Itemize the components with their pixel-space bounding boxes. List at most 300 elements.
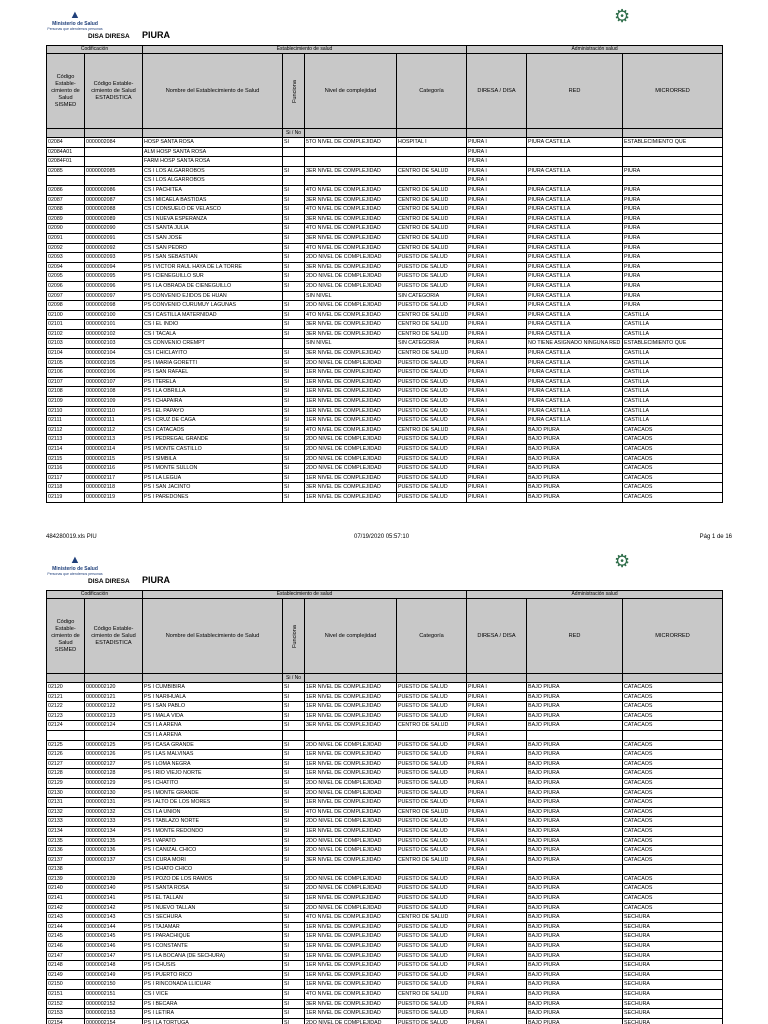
cell-categoria: HOSPITAL I (397, 138, 467, 148)
cell-red: BAJO PIURA (527, 445, 623, 455)
table-row (47, 798, 723, 808)
cell-categoria: CENTRO DE SALUD (397, 185, 467, 195)
cell-nombre: PS I TERELA (143, 377, 283, 387)
cell-nombre: PS I CASA GRANDE (143, 740, 283, 750)
cell-microrred: PIURA (623, 185, 723, 195)
cell-categoria: PUESTO DE SALUD (397, 778, 467, 788)
cell-nivel: 3ER NIVEL DE COMPLEJIDAD (305, 233, 397, 243)
report-page-2 (0, 545, 768, 1024)
cell-microrred: PIURA (623, 243, 723, 253)
cell-nombre: FARM HOSP SANTA ROSA (143, 157, 283, 167)
cell-diresa: PIURA I (467, 425, 527, 435)
cell-codigo-estadistica: 0000002141 (85, 894, 143, 904)
cell-diresa: PIURA I (467, 874, 527, 884)
cell-categoria: CENTRO DE SALUD (397, 195, 467, 205)
cell-diresa: PIURA I (467, 473, 527, 483)
cell-nombre: CS I CASTILLA MATERNIDAD (143, 310, 283, 320)
cell-codigo-estadistica: 0000002094 (85, 262, 143, 272)
cell-microrred: CATACAOS (623, 769, 723, 779)
cell-funciona: SI (283, 377, 305, 387)
cell-red: BAJO PIURA (527, 740, 623, 750)
cell-microrred: CATACAOS (623, 425, 723, 435)
ministry-logo (46, 10, 104, 31)
cell-nivel: 1ER NIVEL DE COMPLEJIDAD (305, 970, 397, 980)
cell-categoria: PUESTO DE SALUD (397, 301, 467, 311)
cell-red (527, 730, 623, 740)
cell-red: PIURA CASTILLA (527, 329, 623, 339)
col-red: RED (527, 599, 623, 674)
col-diresa: DIRESA / DISA (467, 54, 527, 129)
cell-red (527, 157, 623, 167)
cell-diresa: PIURA I (467, 721, 527, 731)
cell-diresa: PIURA I (467, 377, 527, 387)
cell-funciona: SI (283, 721, 305, 731)
logo-subtitle: Personas que atendemos personas (47, 27, 103, 31)
cell-microrred: CATACAOS (623, 807, 723, 817)
cell-nivel: 2DO NIVEL DE COMPLEJIDAD (305, 903, 397, 913)
cell-codigo-sismed: 02125 (47, 740, 85, 750)
cell-categoria: PUESTO DE SALUD (397, 817, 467, 827)
table-row (47, 310, 723, 320)
cell-red: BAJO PIURA (527, 683, 623, 693)
cell-microrred: CATACAOS (623, 759, 723, 769)
cell-diresa: PIURA I (467, 922, 527, 932)
cell-codigo-estadistica: 0000002096 (85, 281, 143, 291)
logo-subtitle: Personas que atendemos personas (47, 572, 103, 576)
cell-nivel: 1ER NIVEL DE COMPLEJIDAD (305, 492, 397, 502)
cell-red: BAJO PIURA (527, 961, 623, 971)
cell-nombre: PS I SAN JACINTO (143, 483, 283, 493)
cell-codigo-estadistica: 0000002130 (85, 788, 143, 798)
table-row (47, 195, 723, 205)
cell-red: PIURA CASTILLA (527, 358, 623, 368)
cell-nombre: CS I PACHITEA (143, 185, 283, 195)
cell-red: BAJO PIURA (527, 942, 623, 952)
cell-diresa: PIURA I (467, 233, 527, 243)
cell-red: BAJO PIURA (527, 846, 623, 856)
cell-diresa: PIURA I (467, 166, 527, 176)
cell-microrred: CATACAOS (623, 721, 723, 731)
cell-diresa: PIURA I (467, 157, 527, 167)
cell-nivel: 1ER NIVEL DE COMPLEJIDAD (305, 416, 397, 426)
cell-categoria: PUESTO DE SALUD (397, 368, 467, 378)
cell-codigo-sismed: 02093 (47, 253, 85, 263)
table-row (47, 147, 723, 157)
cell-funciona (283, 730, 305, 740)
table-row (47, 846, 723, 856)
cell-codigo-estadistica: 0000002118 (85, 483, 143, 493)
cell-red: BAJO PIURA (527, 1018, 623, 1024)
cell-codigo-estadistica (85, 176, 143, 186)
cell-funciona: SI (283, 750, 305, 760)
cell-microrred: SECHURA (623, 913, 723, 923)
cell-diresa: PIURA I (467, 740, 527, 750)
cell-nombre: CS I LA ARENA (143, 730, 283, 740)
cell-codigo-estadistica: 0000002115 (85, 454, 143, 464)
cell-red: BAJO PIURA (527, 874, 623, 884)
cell-microrred: CASTILLA (623, 416, 723, 426)
cell-diresa: PIURA I (467, 980, 527, 990)
cell-funciona: SI (283, 894, 305, 904)
cell-diresa: PIURA I (467, 961, 527, 971)
table-row (47, 320, 723, 330)
cell-nivel: 3ER NIVEL DE COMPLEJIDAD (305, 166, 397, 176)
col-codigo-sismed: Código Estable-cimiento de Salud SISMED (47, 599, 85, 674)
cell-nivel: 4TO NIVEL DE COMPLEJIDAD (305, 310, 397, 320)
cell-nivel: 3ER NIVEL DE COMPLEJIDAD (305, 855, 397, 865)
cell-categoria: CENTRO DE SALUD (397, 913, 467, 923)
table-row (47, 903, 723, 913)
cell-codigo-estadistica: 0000002092 (85, 243, 143, 253)
cell-categoria: PUESTO DE SALUD (397, 970, 467, 980)
cell-categoria: PUESTO DE SALUD (397, 922, 467, 932)
table-body (47, 683, 723, 1024)
cell-codigo-estadistica: 0000002133 (85, 817, 143, 827)
cell-categoria: CENTRO DE SALUD (397, 205, 467, 215)
cell-nivel: 3ER NIVEL DE COMPLEJIDAD (305, 999, 397, 1009)
cell-codigo-sismed: 02091 (47, 233, 85, 243)
cell-funciona: SI (283, 1018, 305, 1024)
cell-red: PIURA CASTILLA (527, 185, 623, 195)
cell-diresa: PIURA I (467, 483, 527, 493)
group-codificacion: Codificación (47, 46, 143, 54)
cell-diresa: PIURA I (467, 951, 527, 961)
cell-diresa: PIURA I (467, 138, 527, 148)
cell-diresa: PIURA I (467, 932, 527, 942)
table-row (47, 711, 723, 721)
cell-nombre: PS I MALA VIDA (143, 711, 283, 721)
cell-codigo-estadistica: 0000002087 (85, 195, 143, 205)
col-microrred: MICRORRED (623, 599, 723, 674)
cell-microrred: CATACAOS (623, 826, 723, 836)
cell-diresa: PIURA I (467, 320, 527, 330)
cell-codigo-estadistica: 0000002154 (85, 1018, 143, 1024)
cell-funciona: SI (283, 990, 305, 1000)
cell-red: PIURA CASTILLA (527, 243, 623, 253)
cell-codigo-estadistica: 0000002148 (85, 961, 143, 971)
cell-funciona: SI (283, 454, 305, 464)
cell-codigo-estadistica: 0000002088 (85, 205, 143, 215)
cell-nombre: PS I LAS MALVINAS (143, 750, 283, 760)
cell-microrred: CASTILLA (623, 310, 723, 320)
cell-nivel: 2DO NIVEL DE COMPLEJIDAD (305, 358, 397, 368)
footer-file: 484280019.xls PIU (46, 534, 97, 540)
cell-funciona: SI (283, 320, 305, 330)
cell-codigo-estadistica: 0000002091 (85, 233, 143, 243)
cell-red: PIURA CASTILLA (527, 377, 623, 387)
col-nivel: Nivel de complejidad (305, 54, 397, 129)
cell-nombre: CS I MICAELA BASTIDAS (143, 195, 283, 205)
cell-red: PIURA CASTILLA (527, 320, 623, 330)
cell-funciona: SI (283, 980, 305, 990)
col-codigo-sismed: Código Estable-cimiento de Salud SISMED (47, 54, 85, 129)
cell-nivel: 1ER NIVEL DE COMPLEJIDAD (305, 473, 397, 483)
cell-red: BAJO PIURA (527, 464, 623, 474)
cell-nivel: 1ER NIVEL DE COMPLEJIDAD (305, 368, 397, 378)
cell-microrred: PIURA (623, 262, 723, 272)
cell-red (527, 147, 623, 157)
cell-funciona: SI (283, 387, 305, 397)
cell-microrred: CATACAOS (623, 894, 723, 904)
cell-codigo-estadistica: 0000002132 (85, 807, 143, 817)
cell-red: BAJO PIURA (527, 817, 623, 827)
table-row (47, 750, 723, 760)
cell-nivel: 2DO NIVEL DE COMPLEJIDAD (305, 445, 397, 455)
cell-categoria: PUESTO DE SALUD (397, 387, 467, 397)
cell-codigo-sismed: 02098 (47, 301, 85, 311)
cell-red: PIURA CASTILLA (527, 195, 623, 205)
cell-funciona: SI (283, 138, 305, 148)
table-row (47, 377, 723, 387)
cell-codigo-sismed: 02100 (47, 310, 85, 320)
cell-nombre: PS I MARIA GORETTI (143, 358, 283, 368)
cell-diresa: PIURA I (467, 147, 527, 157)
cell-nivel: 4TO NIVEL DE COMPLEJIDAD (305, 807, 397, 817)
cell-nombre: PS I LA TORTUGA (143, 1018, 283, 1024)
cell-red: PIURA CASTILLA (527, 349, 623, 359)
cell-categoria: PUESTO DE SALUD (397, 492, 467, 502)
cell-codigo-estadistica: 0000002120 (85, 683, 143, 693)
cell-red: BAJO PIURA (527, 999, 623, 1009)
cell-categoria: PUESTO DE SALUD (397, 951, 467, 961)
cell-funciona: SI (283, 836, 305, 846)
cell-red: BAJO PIURA (527, 836, 623, 846)
cell-nombre: PS I BECARA (143, 999, 283, 1009)
col-microrred: MICRORRED (623, 54, 723, 129)
table-row (47, 291, 723, 301)
cell-diresa: PIURA I (467, 692, 527, 702)
cell-codigo-estadistica: 0000002124 (85, 721, 143, 731)
cell-categoria: CENTRO DE SALUD (397, 166, 467, 176)
table-row (47, 894, 723, 904)
cell-codigo-sismed: 02114 (47, 445, 85, 455)
table-row (47, 990, 723, 1000)
cell-diresa: PIURA I (467, 464, 527, 474)
cell-diresa: PIURA I (467, 243, 527, 253)
cell-categoria: PUESTO DE SALUD (397, 445, 467, 455)
cell-codigo-sismed: 02095 (47, 272, 85, 282)
table-row (47, 435, 723, 445)
cell-nivel: 1ER NIVEL DE COMPLEJIDAD (305, 922, 397, 932)
cell-nombre: ALM HOSP SANTA ROSA (143, 147, 283, 157)
cell-codigo-estadistica: 0000002104 (85, 349, 143, 359)
cell-funciona: SI (283, 195, 305, 205)
cell-red: BAJO PIURA (527, 807, 623, 817)
establishments-table (46, 590, 723, 1024)
table-row (47, 980, 723, 990)
cell-nivel: 1ER NIVEL DE COMPLEJIDAD (305, 798, 397, 808)
cell-nivel: 3ER NIVEL DE COMPLEJIDAD (305, 721, 397, 731)
cell-nombre: PS I CIENEGUILLO SUR (143, 272, 283, 282)
table-row (47, 205, 723, 215)
col-codigo-estadistica: Código Estable-cimiento de Salud ESTADISTICA (85, 599, 143, 674)
cell-red: PIURA CASTILLA (527, 166, 623, 176)
cell-codigo-sismed: 02094 (47, 262, 85, 272)
cell-diresa: PIURA I (467, 817, 527, 827)
cell-microrred: CATACAOS (623, 692, 723, 702)
table-row (47, 301, 723, 311)
cell-red: PIURA CASTILLA (527, 416, 623, 426)
cell-funciona: SI (283, 970, 305, 980)
cell-red: BAJO PIURA (527, 769, 623, 779)
cell-red: BAJO PIURA (527, 980, 623, 990)
cell-codigo-estadistica: 0000002153 (85, 1009, 143, 1019)
cell-nombre: PS I PEDREGAL GRANDE (143, 435, 283, 445)
cell-codigo-estadistica: 0000002126 (85, 750, 143, 760)
cell-codigo-estadistica: 0000002116 (85, 464, 143, 474)
cell-nombre: PS I CHATO CHICO (143, 865, 283, 875)
cell-codigo-sismed: 02086 (47, 185, 85, 195)
cell-nivel: 4TO NIVEL DE COMPLEJIDAD (305, 990, 397, 1000)
cell-diresa: PIURA I (467, 435, 527, 445)
cell-funciona: SI (283, 310, 305, 320)
cell-codigo-sismed: 02103 (47, 339, 85, 349)
cell-red: PIURA CASTILLA (527, 406, 623, 416)
col-nombre: Nombre del Establecimiento de Salud (143, 599, 283, 674)
cell-nombre: PS I POZO DE LOS RAMOS (143, 874, 283, 884)
cell-nombre: PS I LOMA NEGRA (143, 759, 283, 769)
cell-codigo-sismed: 02145 (47, 932, 85, 942)
cell-nivel: 1ER NIVEL DE COMPLEJIDAD (305, 387, 397, 397)
cell-diresa: PIURA I (467, 310, 527, 320)
cell-codigo-sismed: 02110 (47, 406, 85, 416)
cell-codigo-estadistica: 0000002107 (85, 377, 143, 387)
cell-categoria: CENTRO DE SALUD (397, 214, 467, 224)
cell-nivel (305, 176, 397, 186)
cell-red: BAJO PIURA (527, 894, 623, 904)
cell-funciona: SI (283, 942, 305, 952)
cell-nivel: 3ER NIVEL DE COMPLEJIDAD (305, 262, 397, 272)
cell-microrred: CATACAOS (623, 836, 723, 846)
cell-funciona: SI (283, 262, 305, 272)
cell-nivel: 2DO NIVEL DE COMPLEJIDAD (305, 846, 397, 856)
cell-codigo-sismed: 02108 (47, 387, 85, 397)
cell-categoria: PUESTO DE SALUD (397, 942, 467, 952)
cell-categoria: PUESTO DE SALUD (397, 903, 467, 913)
cell-microrred: PIURA (623, 253, 723, 263)
cell-codigo-sismed: 02116 (47, 464, 85, 474)
cell-nombre: CS I CATACAOS (143, 425, 283, 435)
cell-funciona: SI (283, 913, 305, 923)
cell-microrred: CATACAOS (623, 435, 723, 445)
cell-categoria: PUESTO DE SALUD (397, 416, 467, 426)
cell-codigo-estadistica: 0000002111 (85, 416, 143, 426)
cell-funciona: SI (283, 435, 305, 445)
cell-red (527, 176, 623, 186)
cell-diresa: PIURA I (467, 750, 527, 760)
cell-red: PIURA CASTILLA (527, 301, 623, 311)
cell-red: PIURA CASTILLA (527, 138, 623, 148)
cell-nivel: 1ER NIVEL DE COMPLEJIDAD (305, 397, 397, 407)
cell-funciona: SI (283, 253, 305, 263)
cell-nivel: 2DO NIVEL DE COMPLEJIDAD (305, 884, 397, 894)
col-nivel: Nivel de complejidad (305, 599, 397, 674)
cell-microrred: SECHURA (623, 1018, 723, 1024)
cell-nombre: PS I CRUZ DE CAGA (143, 416, 283, 426)
cell-microrred: PIURA (623, 195, 723, 205)
table-row (47, 358, 723, 368)
cell-diresa: PIURA I (467, 711, 527, 721)
cell-codigo-sismed: 02097 (47, 291, 85, 301)
cell-red: PIURA CASTILLA (527, 205, 623, 215)
cell-nivel: 4TO NIVEL DE COMPLEJIDAD (305, 205, 397, 215)
table-row (47, 740, 723, 750)
cell-codigo-sismed: 02104 (47, 349, 85, 359)
cell-red: PIURA CASTILLA (527, 262, 623, 272)
cell-funciona: SI (283, 874, 305, 884)
cell-funciona: SI (283, 281, 305, 291)
cell-diresa: PIURA I (467, 942, 527, 952)
table-row (47, 339, 723, 349)
cell-funciona: SI (283, 855, 305, 865)
cell-codigo-estadistica: 0000002128 (85, 769, 143, 779)
cell-codigo-estadistica: 0000002093 (85, 253, 143, 263)
cell-funciona: SI (283, 846, 305, 856)
cell-nivel: 3ER NIVEL DE COMPLEJIDAD (305, 329, 397, 339)
ministry-emblem-icon: ▲ (69, 554, 81, 566)
cell-diresa: PIURA I (467, 788, 527, 798)
cell-categoria: PUESTO DE SALUD (397, 272, 467, 282)
cell-categoria: PUESTO DE SALUD (397, 262, 467, 272)
cell-nivel: 4TO NIVEL DE COMPLEJIDAD (305, 913, 397, 923)
cell-diresa: PIURA I (467, 205, 527, 215)
table-row (47, 778, 723, 788)
cell-red (527, 865, 623, 875)
table-row (47, 464, 723, 474)
cell-funciona: SI (283, 951, 305, 961)
cell-categoria: PUESTO DE SALUD (397, 740, 467, 750)
cell-microrred: SECHURA (623, 961, 723, 971)
cell-nivel: 3ER NIVEL DE COMPLEJIDAD (305, 320, 397, 330)
cell-nivel: 2DO NIVEL DE COMPLEJIDAD (305, 454, 397, 464)
cell-funciona: SI (283, 903, 305, 913)
cell-codigo-sismed: 02084 (47, 138, 85, 148)
cell-microrred: CATACAOS (623, 788, 723, 798)
cell-codigo-estadistica: 0000002127 (85, 759, 143, 769)
cell-microrred: CATACAOS (623, 445, 723, 455)
cell-codigo-estadistica: 0000002146 (85, 942, 143, 952)
cell-codigo-estadistica: 0000002108 (85, 387, 143, 397)
cell-codigo-estadistica: 0000002142 (85, 903, 143, 913)
cell-red: BAJO PIURA (527, 692, 623, 702)
cell-funciona: SI (283, 406, 305, 416)
cell-codigo-sismed: 02089 (47, 214, 85, 224)
cell-red: BAJO PIURA (527, 711, 623, 721)
cell-red: BAJO PIURA (527, 788, 623, 798)
col-codigo-estadistica: Código Estable-cimiento de Salud ESTADISTICA (85, 54, 143, 129)
cell-microrred: SECHURA (623, 932, 723, 942)
cell-funciona: SI (283, 692, 305, 702)
cell-nivel: 2DO NIVEL DE COMPLEJIDAD (305, 874, 397, 884)
cell-categoria: CENTRO DE SALUD (397, 990, 467, 1000)
cell-diresa: PIURA I (467, 272, 527, 282)
cell-nombre: CS I LA UNION (143, 807, 283, 817)
table-row (47, 253, 723, 263)
cell-microrred: CATACAOS (623, 464, 723, 474)
cell-funciona: SI (283, 492, 305, 502)
cell-diresa: PIURA I (467, 759, 527, 769)
cell-categoria: CENTRO DE SALUD (397, 425, 467, 435)
cell-red: NO TIENE ASIGNADO NINGUNA RED (527, 339, 623, 349)
cell-red: BAJO PIURA (527, 483, 623, 493)
cell-nombre: PS I CONSTANTE (143, 942, 283, 952)
cell-funciona: SI (283, 769, 305, 779)
cell-diresa: PIURA I (467, 301, 527, 311)
cell-microrred: PIURA (623, 301, 723, 311)
logo-name: Ministerio de Salud (52, 21, 98, 27)
cell-diresa: PIURA I (467, 903, 527, 913)
cell-funciona: SI (283, 233, 305, 243)
